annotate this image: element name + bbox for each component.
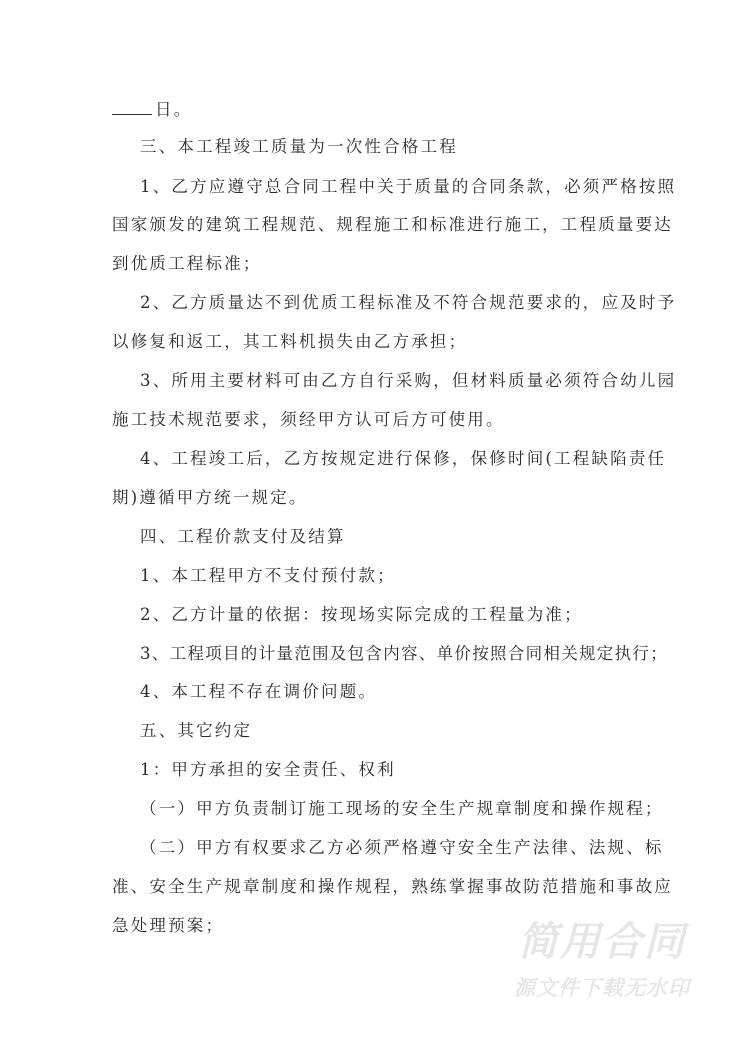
- paragraph-line: 3、工程项目的计量范围及包含内容、单价按照合同相关规定执行；: [140, 644, 668, 663]
- paragraph-line: 1：甲方承担的安全责任、权利: [140, 760, 396, 779]
- paragraph-line: 4、本工程不存在调价问题。: [140, 682, 378, 701]
- paragraph-line: 1、本工程甲方不支付预付款；: [140, 566, 396, 585]
- paragraph-line: 期)遵循甲方统一规定。: [112, 488, 308, 507]
- paragraph-line: 施工技术规范要求，须经甲方认可后方可使用。: [112, 410, 505, 429]
- watermark-title: 简用合同: [518, 919, 686, 965]
- paragraph-line: 国家颁发的建筑工程规范、规程施工和标准进行施工，工程质量要达: [112, 215, 673, 234]
- paragraph-line: 3、所用主要材料可由乙方自行采购，但材料质量必须符合幼儿园: [140, 371, 677, 390]
- paragraph-line: （一）甲方负责制订施工现场的安全生产规章制度和操作规程；: [140, 799, 664, 818]
- section-heading-4: 四、工程价款支付及结算: [140, 527, 346, 546]
- text-line-date-end: [112, 99, 660, 121]
- paragraph-line: 2、乙方计量的依据：按现场实际完成的工程量为准；: [140, 605, 583, 624]
- paragraph-line: 准、安全生产规章制度和操作规程，熟练掌握事故防范措施和事故应: [112, 877, 673, 896]
- line-text: 日。: [155, 100, 193, 119]
- watermark-subtitle: 源文件下载无水印: [514, 976, 690, 1000]
- paragraph-line: 2、乙方质量达不到优质工程标准及不符合规范要求的，应及时予: [140, 293, 677, 312]
- watermark: [512, 918, 692, 1002]
- paragraph-line: 到优质工程标准；: [112, 254, 262, 273]
- section-heading-5: 五、其它约定: [140, 721, 253, 740]
- paragraph-line: 4、工程竣工后，乙方按规定进行保修，保修时间(工程缺陷责任: [140, 449, 667, 468]
- paragraph-line: 以修复和返工，其工料机损失由乙方承担；: [112, 332, 468, 351]
- paragraph-line: （二）甲方有权要求乙方必须严格遵守安全生产法律、法规、标: [140, 838, 664, 857]
- paragraph-line: 急处理预案；: [112, 916, 225, 935]
- section-heading-3: 三、本工程竣工质量为一次性合格工程: [140, 137, 458, 156]
- paragraph-line: 1、乙方应遵守总合同工程中关于质量的合同条款，必须严格按照: [140, 177, 677, 196]
- blank-underline: [112, 100, 152, 115]
